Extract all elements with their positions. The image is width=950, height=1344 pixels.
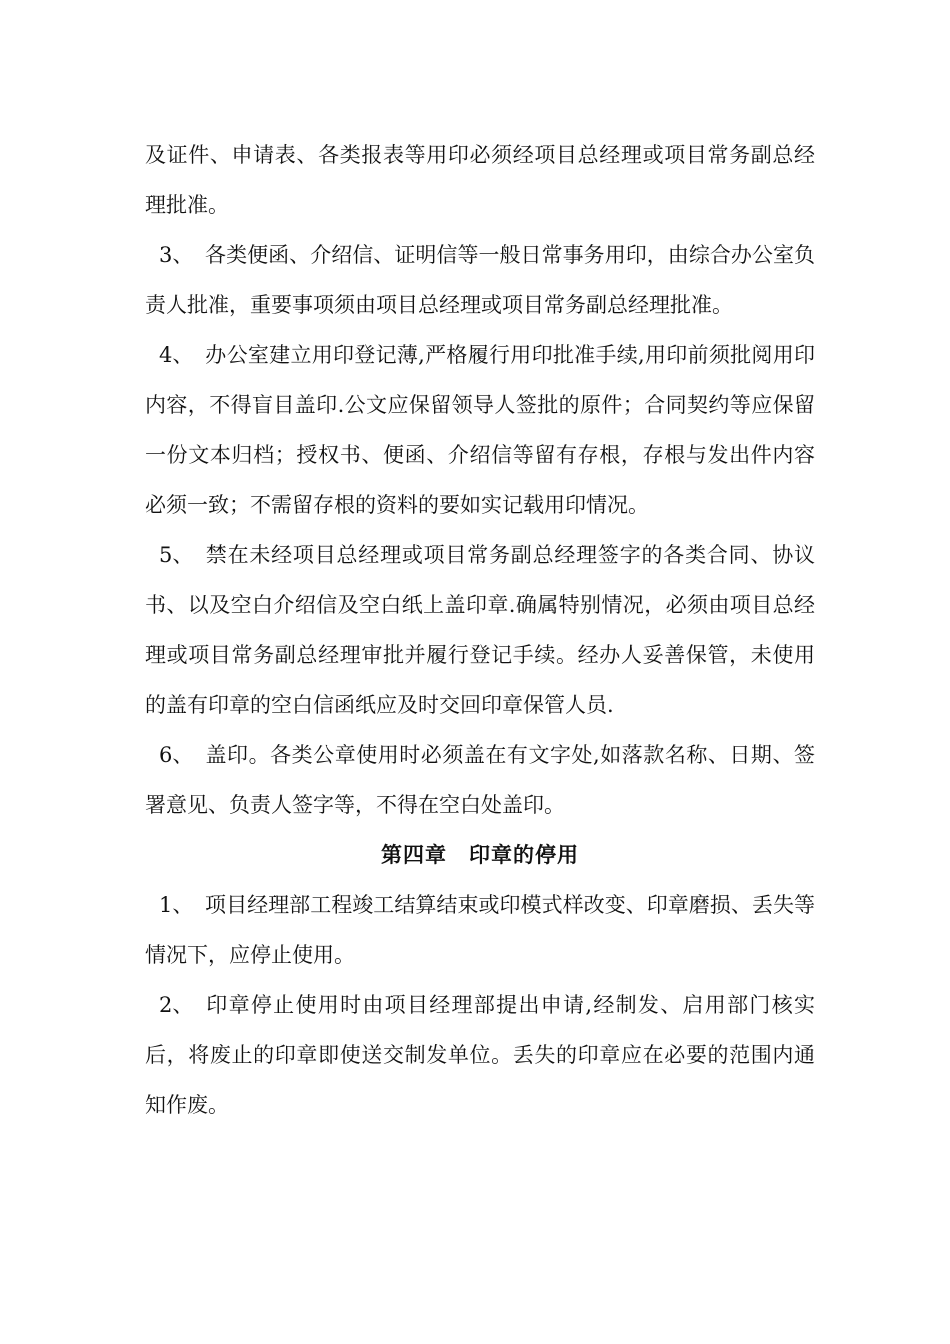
clause-5: [145, 530, 815, 730]
chapter-4-clause-1: [145, 880, 815, 980]
intro-continuation: 及证件、申请表、各类报表等用印必须经项目总经理或项目常务副总经理批准。: [145, 143, 815, 217]
chapter-4-title: 第四章 印章的停用: [381, 843, 579, 867]
clause-number: 4、: [159, 343, 194, 367]
document-body: [145, 130, 815, 1130]
chapter-4-clause-2: [145, 980, 815, 1130]
clause-text: 盖印。各类公章使用时必须盖在有文字处,如落款名称、日期、签署意见、负责人签字等，不得在空白处盖印。: [145, 743, 815, 817]
clause-3: [145, 230, 815, 330]
clause-6: [145, 730, 815, 830]
clause-text: 禁在未经项目总经理或项目常务副总经理签字的各类合同、协议书、以及空白介绍信及空白纸上盖印章.确属特别情况，必须由项目总经理或项目常务副总经理审批并履行登记手续。经办人妥善保管，未使用的盖有印章的空白信函纸应及时交回印章保管人员.: [145, 543, 815, 717]
clause-number: 3、: [159, 243, 194, 267]
clause-text: 印章停止使用时由项目经理部提出申请,经制发、启用部门核实后，将废止的印章即使送交制发单位。丢失的印章应在必要的范围内通知作废。: [145, 993, 815, 1117]
clause-4: [145, 330, 815, 530]
clause-text: 办公室建立用印登记薄,严格履行用印批准手续,用印前须批阅用印内容，不得盲目盖印.公文应保留领导人签批的原件；合同契约等应保留一份文本归档；授权书、便函、介绍信等留有存根，存根与发出件内容必须一致；不需留存根的资料的要如实记载用印情况。: [145, 343, 815, 517]
clause-number: 2、: [159, 993, 194, 1017]
clause-number: 5、: [159, 543, 194, 567]
clause-number: 1、: [159, 893, 194, 917]
clause-text: 项目经理部工程竣工结算结束或印模式样改变、印章磨损、丢失等情况下，应停止使用。: [145, 893, 815, 967]
clause-text: 各类便函、介绍信、证明信等一般日常事务用印，由综合办公室负责人批准，重要事项须由项目总经理或项目常务副总经理批准。: [145, 243, 815, 317]
clause-number: 6、: [159, 743, 194, 767]
